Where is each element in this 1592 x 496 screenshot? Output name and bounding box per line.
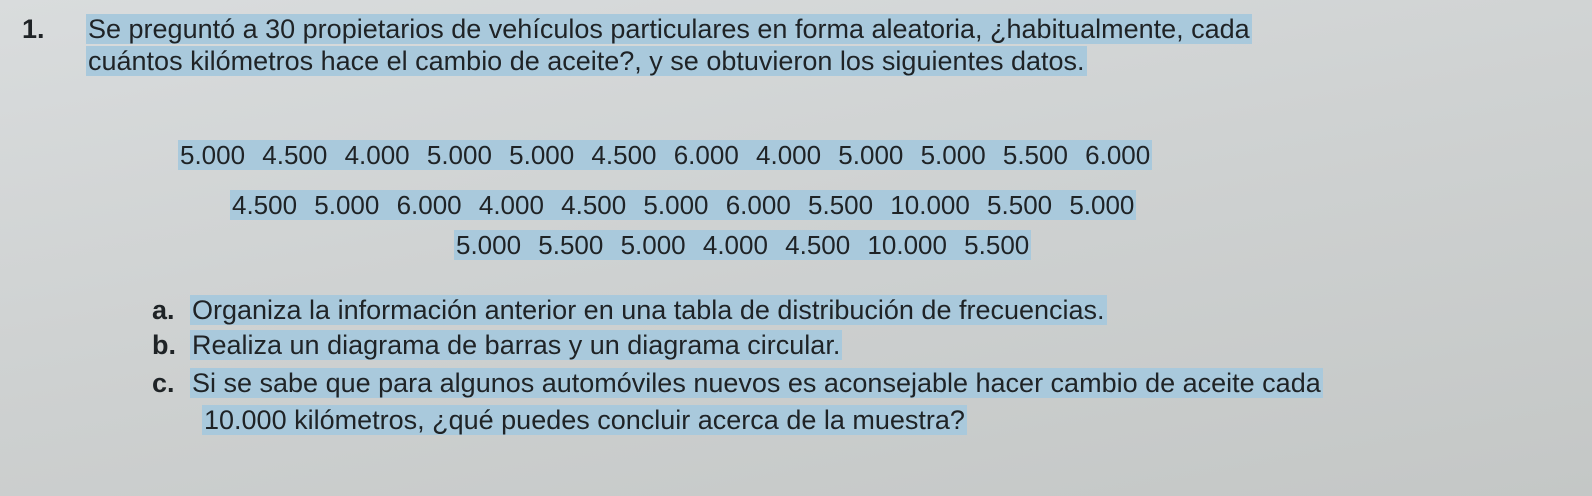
question-text-line-2 (86, 46, 1087, 76)
item-c-text-2: 10.000 kilómetros, ¿qué puedes concluir acerca de la muestra? (204, 405, 965, 435)
item-c-label: c. (152, 368, 175, 398)
question-text-2: cuántos kilómetros hace el cambio de aceite?, y se obtuvieron los siguientes datos. (88, 46, 1085, 76)
item-c-text-1: Si se sabe que para algunos automóviles nuevos es aconsejable hacer cambio de aceite cada (192, 368, 1321, 398)
question-text-1: Se preguntó a 30 propietarios de vehículos particulares en forma aleatoria, ¿habitualmente, cada (88, 14, 1250, 44)
item-b-label: b. (152, 330, 176, 360)
item-a-text: Organiza la información anterior en una tabla de distribución de frecuencias. (192, 295, 1105, 325)
question-text-line-1 (86, 14, 1252, 44)
data-row-1-text: 5.000 4.500 4.000 5.000 5.000 4.500 6.000 4.000 5.000 5.000 5.500 6.000 (180, 140, 1151, 170)
data-row-1 (178, 140, 1152, 170)
data-row-3-text: 5.000 5.500 5.000 4.000 4.500 10.000 5.500 (456, 230, 1030, 260)
item-c-line-2 (202, 405, 967, 435)
data-row-2-text: 4.500 5.000 6.000 4.000 4.500 5.000 6.000 5.500 10.000 5.500 5.000 (232, 190, 1135, 220)
item-a (152, 295, 1107, 325)
item-a-label: a. (152, 295, 175, 325)
item-c (152, 368, 1323, 398)
item-b-text: Realiza un diagrama de barras y un diagrama circular. (192, 330, 841, 360)
question-number: 1. (22, 14, 45, 44)
item-b (152, 330, 842, 360)
data-row-3 (454, 230, 1031, 260)
data-row-2 (230, 190, 1136, 220)
